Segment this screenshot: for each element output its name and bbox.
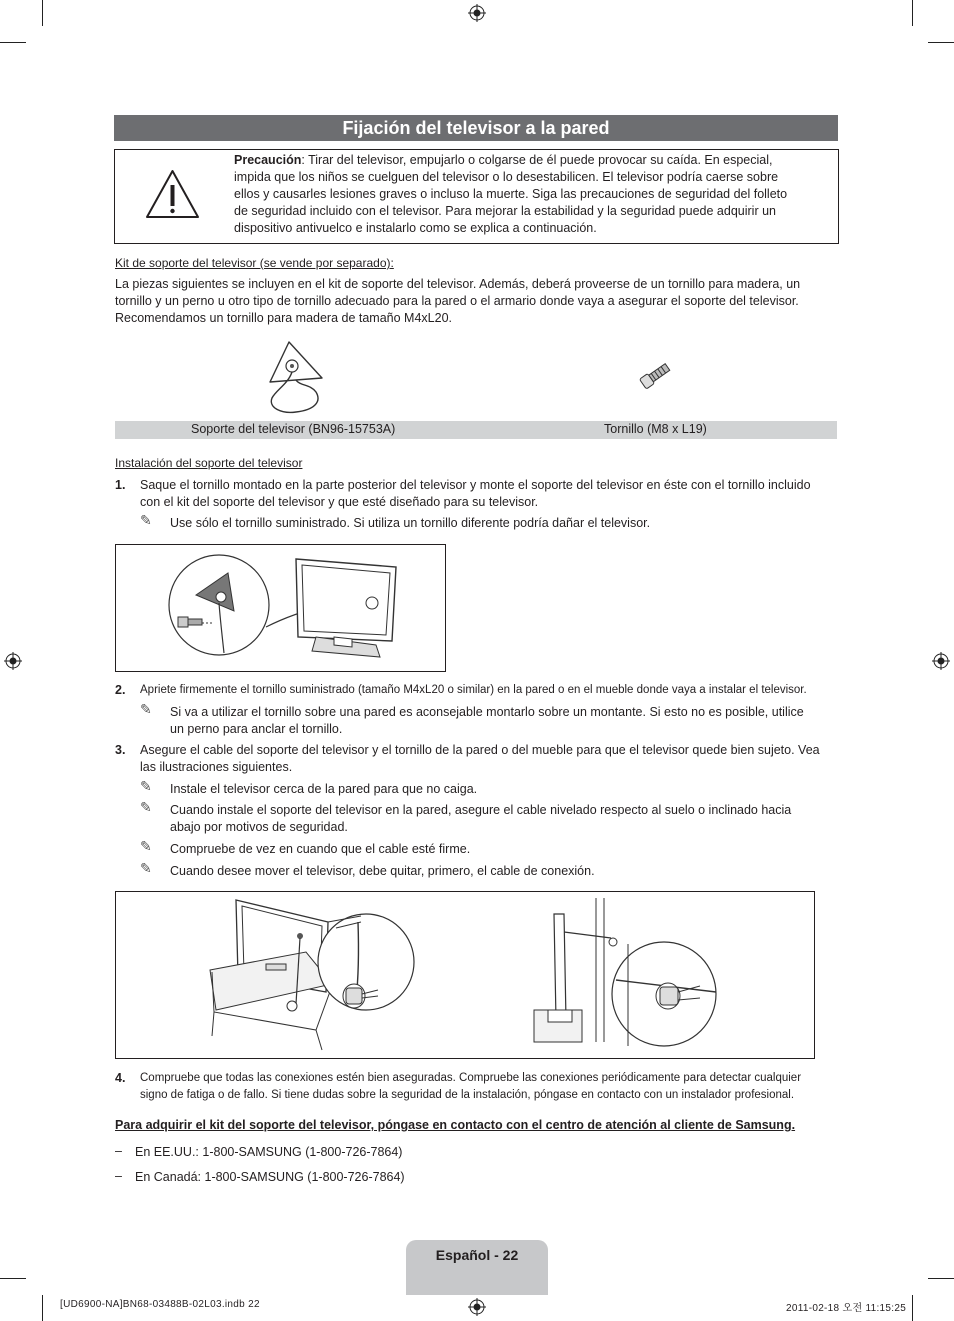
step-line: signo de fatiga o de fallo. Si tiene dudas sobre la seguridad de la instalación, póngase en contacto con un instalador profesional. [140,1089,795,1101]
install-heading: Instalación del soporte del televisor [115,456,303,470]
registration-mark-icon [932,652,950,670]
note-text: Cuando desee mover el televisor, debe quitar, primero, el cable de conexión. [170,864,595,878]
footer-file-info: [UD6900-NA]BN68-03488B-02L03.indb 22 [60,1299,260,1310]
bracket-label: Soporte del televisor (BN96-15753A) [191,422,396,436]
step-line: con el kit del soporte del televisor y que esté diseñado para su televisor. [140,495,539,509]
step-1-text [140,477,840,511]
note-text: Compruebe de vez en cuando que el cable esté firme. [170,842,471,856]
caution-line: impida que los niños se cuelguen del televisor o lo desestabilicen. El televisor podría caerse sobre [234,170,779,184]
kit-line: Recomendamos un tornillo para madera de tamaño M4xL20. [115,311,452,325]
registration-mark-icon [468,4,486,22]
screw-illustration [638,360,674,390]
contact-heading: Para adquirir el kit del soporte del televisor, póngase en contacto con el centro de atención al cliente de Samsung. [115,1118,796,1132]
kit-line: tornillo y un perno u otro tipo de tornillo adecuado para la pared o el armario donde vaya a asegurar el soporte del televisor. [115,294,799,308]
crop-mark [928,42,954,43]
caution-line: ellos y causarles lesiones graves o incluso la muerte. Siga las precauciones de seguridad del folleto [234,187,788,201]
registration-mark-icon [4,652,22,670]
page-number-tab: Español - 22 [406,1240,548,1295]
note-line: Cuando instale el soporte del televisor en la pared, asegure el cable nivelado respecto al suelo o inclinado hacia [170,803,792,817]
footer-timestamp: 2011-02-18 오전 11:15:25 [786,1303,907,1314]
step-number: 4. [115,1071,126,1085]
step-number: 3. [115,743,126,757]
figure-bracket-mounting [115,544,446,672]
crop-mark [0,1278,26,1279]
step-line: Compruebe que todas las conexiones estén bien aseguradas. Compruebe las conexiones periódicamente para detectar cualquier [140,1072,802,1084]
kit-line: La piezas siguientes se incluyen en el kit de soporte del televisor. Además, deberá proveerse de un tornillo para madera, un [115,277,801,291]
dash-bullet: – [115,1144,122,1158]
crop-mark [0,42,26,43]
tv-bracket-illustration [262,338,328,416]
caution-text [234,152,824,237]
parts-label-row [115,421,837,439]
step-number: 1. [115,478,126,492]
registration-mark-icon [468,1298,486,1316]
figure-cable-securing [115,891,815,1059]
crop-mark [912,0,913,26]
note-icon: ✎ [140,778,152,794]
step-4-text [140,1070,850,1104]
step-line: Asegure el cable del soporte del televisor y el tornillo de la pared o del mueble para que el televisor quede bien sujeto. Vea [140,743,820,757]
note-text [170,704,850,738]
bracket-mounting-illustration [116,545,445,671]
note-text: Use sólo el tornillo suministrado. Si utiliza un tornillo diferente podría dañar el televisor. [170,516,651,530]
step-3-text [140,742,850,776]
note-line: Si va a utilizar el tornillo sobre una pared es aconsejable montarlo sobre un montante. Si esto no es posible, utilice [170,705,804,719]
screw-label: Tornillo (M8 x L19) [604,422,707,436]
note-text: Instale el televisor cerca de la pared para que no caiga. [170,782,478,796]
caution-label: Precaución [234,153,302,167]
caution-line: : Tirar del televisor, empujarlo o colgarse de él puede provocar su caída. En especial, [301,153,773,167]
crop-mark [42,0,43,26]
step-number: 2. [115,683,126,697]
crop-mark [912,1295,913,1321]
caution-line: de seguridad incluido con el televisor. Para mejorar la estabilidad y la seguridad puede adquirir un [234,204,776,218]
note-icon: ✎ [140,799,152,815]
step-line: Saque el tornillo montado en la parte posterior del televisor y monte el soporte del televisor en éste con el tornillo incluido [140,478,811,492]
note-text [170,802,850,836]
crop-mark [928,1278,954,1279]
note-icon: ✎ [140,512,152,528]
page-title: Fijación del televisor a la pared [114,115,838,141]
contact-us: En EE.UU.: 1-800-SAMSUNG (1-800-726-7864) [135,1145,403,1159]
note-icon: ✎ [140,860,152,876]
caution-line: dispositivo antivuelco e instalarlo como se explica a continuación. [234,221,597,235]
cable-securing-illustration [116,892,814,1058]
warning-triangle-icon [144,168,201,220]
crop-mark [42,1295,43,1321]
note-line: abajo por motivos de seguridad. [170,820,348,834]
dash-bullet: – [115,1169,122,1183]
note-line: un perno para anclar el tornillo. [170,722,343,736]
note-icon: ✎ [140,701,152,717]
note-icon: ✎ [140,838,152,854]
kit-description [115,276,845,327]
step-2-text: Apriete firmemente el tornillo suministrado (tamaño M4xL20 o similar) en la pared o en el mueble donde vaya a instalar el televisor. [140,684,807,696]
contact-canada: En Canadá: 1-800-SAMSUNG (1-800-726-7864) [135,1170,405,1184]
kit-heading: Kit de soporte del televisor (se vende por separado): [115,256,394,270]
step-line: las ilustraciones siguientes. [140,760,293,774]
